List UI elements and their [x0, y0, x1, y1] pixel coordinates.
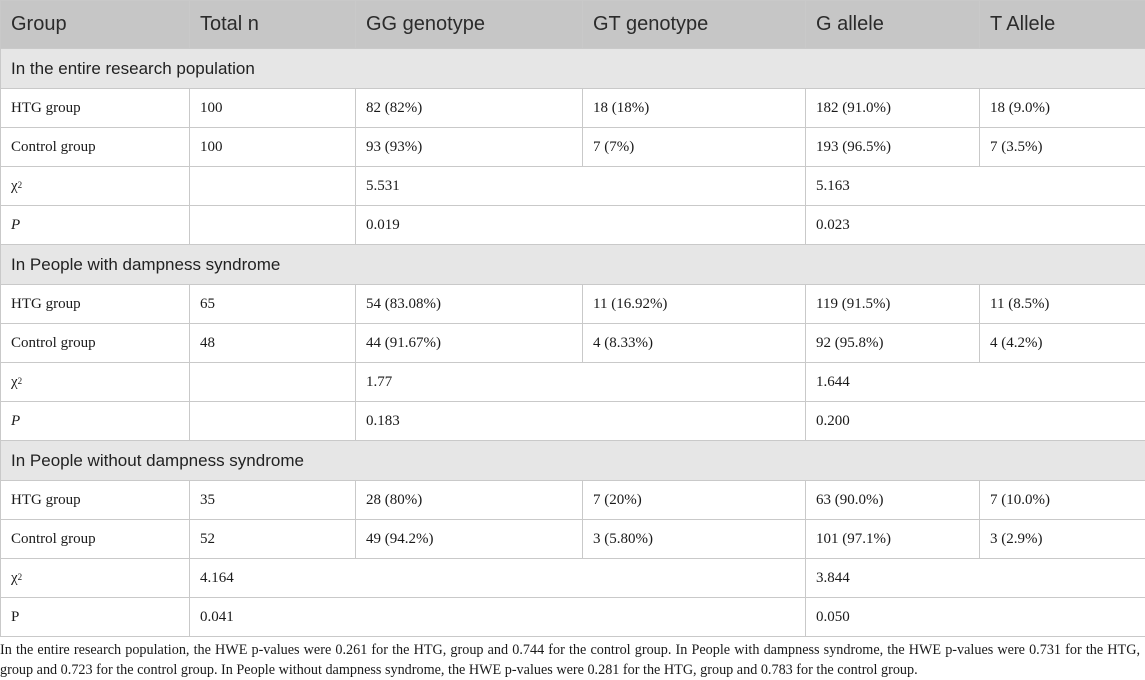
- section-title: In People with dampness syndrome: [1, 245, 1145, 285]
- header-t-allele: T Allele: [980, 1, 1145, 49]
- cell-total-n: 100: [190, 89, 356, 128]
- cell-gt: 11 (16.92%): [583, 285, 806, 324]
- cell-g-allele: 182 (91.0%): [806, 89, 980, 128]
- cell-total-n: 100: [190, 128, 356, 167]
- chi-allele-value: 1.644: [806, 363, 1145, 402]
- cell-total-n: 52: [190, 520, 356, 559]
- chi-square-row: [1, 167, 1145, 206]
- cell-t-allele: 7 (3.5%): [980, 128, 1145, 167]
- section-row: [1, 245, 1145, 285]
- cell-t-allele: 11 (8.5%): [980, 285, 1145, 324]
- p-label: P: [1, 402, 190, 441]
- table-row: [1, 481, 1145, 520]
- chi-allele-value: 5.163: [806, 167, 1145, 206]
- chi-square-row: [1, 559, 1145, 598]
- header-gg-genotype: GG genotype: [356, 1, 583, 49]
- table-row: [1, 285, 1145, 324]
- section-row: [1, 441, 1145, 481]
- header-g-allele: G allele: [806, 1, 980, 49]
- cell-gg: 28 (80%): [356, 481, 583, 520]
- cell-gg: 93 (93%): [356, 128, 583, 167]
- cell-group: Control group: [1, 324, 190, 363]
- p-allele-value: 0.200: [806, 402, 1145, 441]
- cell-gt: 3 (5.80%): [583, 520, 806, 559]
- cell-t-allele: 7 (10.0%): [980, 481, 1145, 520]
- chi-symbol: χ: [11, 570, 18, 586]
- section-row: [1, 49, 1145, 89]
- chi-superscript: 2: [18, 376, 23, 386]
- cell-g-allele: 92 (95.8%): [806, 324, 980, 363]
- cell-t-allele: 3 (2.9%): [980, 520, 1145, 559]
- table-footnote: In the entire research population, the HWE p-values were 0.261 for the HTG, group and 0.744 for the control group. In People with dampness syndrome, the HWE p-values were 0.731 for the HTG, group and 0.723 for the control group. In People without dampness syndrome, the HWE p-values were 0.281 for the HTG, group and 0.783 for the control group.: [0, 640, 1140, 680]
- cell-gt: 18 (18%): [583, 89, 806, 128]
- cell-empty: [190, 363, 356, 402]
- chi-allele-value: 3.844: [806, 559, 1145, 598]
- p-value-row: [1, 402, 1145, 441]
- cell-gt: 4 (8.33%): [583, 324, 806, 363]
- cell-gt: 7 (20%): [583, 481, 806, 520]
- chi-superscript: 2: [18, 180, 23, 190]
- section-title: In People without dampness syndrome: [1, 441, 1145, 481]
- p-allele-value: 0.023: [806, 206, 1145, 245]
- cell-group: HTG group: [1, 285, 190, 324]
- cell-g-allele: 119 (91.5%): [806, 285, 980, 324]
- header-gt-genotype: GT genotype: [583, 1, 806, 49]
- p-genotype-value: 0.183: [356, 402, 806, 441]
- cell-group: HTG group: [1, 89, 190, 128]
- cell-total-n: 65: [190, 285, 356, 324]
- chi-genotype-value: 4.164: [190, 559, 806, 598]
- cell-empty: [190, 206, 356, 245]
- table-row: [1, 520, 1145, 559]
- chi-symbol: χ: [11, 374, 18, 390]
- p-allele-value: 0.050: [806, 598, 1145, 637]
- p-label: P: [1, 206, 190, 245]
- p-value-row: [1, 206, 1145, 245]
- table-row: [1, 324, 1145, 363]
- chi-symbol: χ: [11, 178, 18, 194]
- header-total-n: Total n: [190, 1, 356, 49]
- cell-g-allele: 63 (90.0%): [806, 481, 980, 520]
- chi-square-label: [1, 363, 190, 402]
- chi-genotype-value: 5.531: [356, 167, 806, 206]
- cell-total-n: 48: [190, 324, 356, 363]
- cell-group: Control group: [1, 128, 190, 167]
- cell-g-allele: 193 (96.5%): [806, 128, 980, 167]
- p-label: P: [1, 598, 190, 637]
- chi-square-label: [1, 559, 190, 598]
- cell-group: HTG group: [1, 481, 190, 520]
- cell-gg: 49 (94.2%): [356, 520, 583, 559]
- p-genotype-value: 0.019: [356, 206, 806, 245]
- cell-gg: 54 (83.08%): [356, 285, 583, 324]
- cell-gg: 44 (91.67%): [356, 324, 583, 363]
- cell-group: Control group: [1, 520, 190, 559]
- header-group: Group: [1, 1, 190, 49]
- chi-genotype-value: 1.77: [356, 363, 806, 402]
- p-genotype-value: 0.041: [190, 598, 806, 637]
- cell-gt: 7 (7%): [583, 128, 806, 167]
- header-row: [1, 1, 1145, 49]
- p-value-row: [1, 598, 1145, 637]
- cell-g-allele: 101 (97.1%): [806, 520, 980, 559]
- chi-superscript: 2: [18, 572, 23, 582]
- section-title: In the entire research population: [1, 49, 1145, 89]
- chi-square-row: [1, 363, 1145, 402]
- cell-empty: [190, 167, 356, 206]
- cell-t-allele: 18 (9.0%): [980, 89, 1145, 128]
- table-row: [1, 128, 1145, 167]
- table-row: [1, 89, 1145, 128]
- chi-square-label: [1, 167, 190, 206]
- cell-gg: 82 (82%): [356, 89, 583, 128]
- cell-total-n: 35: [190, 481, 356, 520]
- cell-empty: [190, 402, 356, 441]
- cell-t-allele: 4 (4.2%): [980, 324, 1145, 363]
